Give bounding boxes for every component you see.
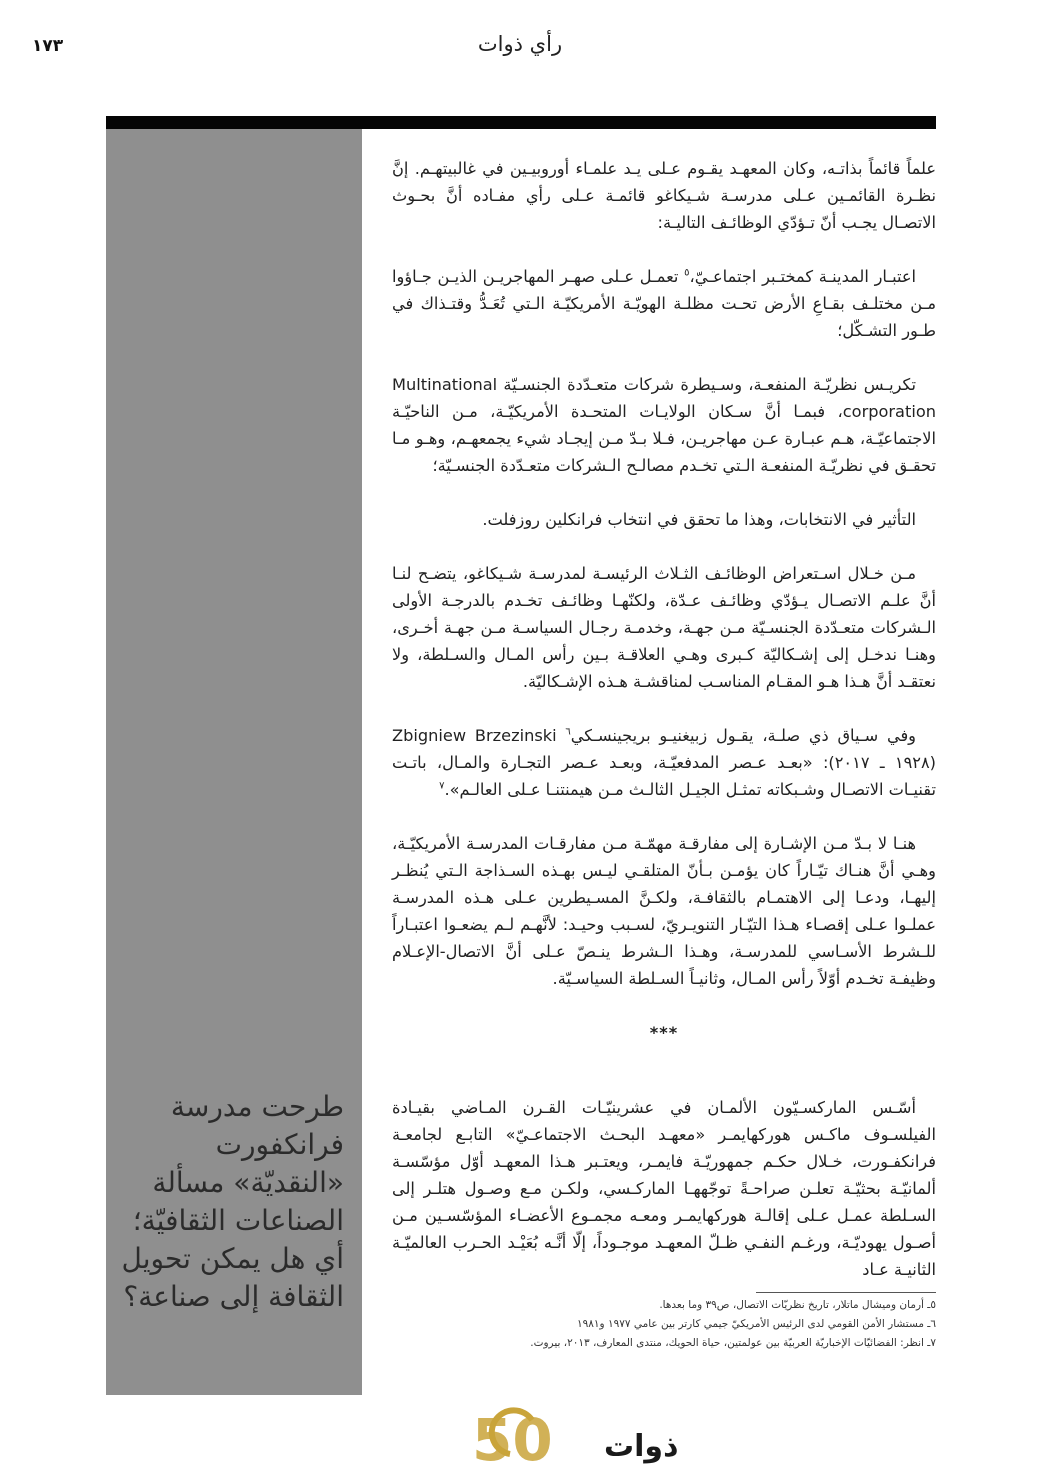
footnote-6: ٦ـ مستشار الأمن القومي لدى الرئيس الأمريكيّ جيمي كارتر بين عامي ١٩٧٧ و١٩٨١	[576, 1318, 936, 1330]
paragraph-2-text: اعتبـار المدينـة كمختـبر اجتماعـيّ،	[689, 267, 916, 286]
dhawat-50-logo-icon	[470, 1404, 679, 1471]
paragraph-6-rest: Zbigniew Brzezinski (١٩٢٨ ـ ٢٠١٧): «بعـد عـصر المدفعيّـة، وبعـد عـصر التجـارة والمـال، باتـت تقنيـات الاتصـال وشـبكاته تمثـل الجيـل الثالـث مـن هيمنتنـا عـلى العالـم».	[392, 726, 936, 799]
footnote-rule	[756, 1292, 936, 1293]
paragraph-6-text: وفي سـياق ذي صلـة، يقـول زبيغنيـو بريجينسـكي	[570, 726, 916, 745]
footnote-7: ٧ـ انظر: الفضائيّات الإخباريّة العربيّة بين عولمتين، حياة الحويك، منتدى المعارف، ٢٠١٣، بيروت.	[530, 1337, 936, 1349]
footnote-ref-6[interactable]: ٦	[565, 726, 571, 738]
page-number: ١٧٣	[32, 36, 64, 56]
logo-text: ذوات	[604, 1429, 679, 1464]
paragraph-2	[392, 263, 936, 344]
paragraph-2-rest: تعمـل عـلى صهـر المهاجريـن الذيـن جـاؤوا مـن مختلـف بقـاعِ الأرض تحـت مظلـة الهويّـة الأمريكيّـة الـتي تُعَـدُّ وقتـذاك في طـور التشـكّل؛	[392, 267, 936, 340]
top-rule	[106, 116, 936, 129]
paragraph-8: أسّـس الماركسـيّون الألمـان في عشرينيّـات القـرن المـاضي بقيـادة الفيلسـوف ماكـس هوركهايمـر «معهـد البحـث الاجتماعـيّ» التابـع لجامعـة فرانكفـورت، خـلال حكـم جمهوريّـة فايمـر، ويعتـبر هـذا المعهـد أوّل مؤسّسـة ألمانيّـة بحثيّـة تعلـن صراحـةً توجّههـا الماركـسي، ولكـن مـع وصـول هتلـر إلى السـلطة عمـل عـلى إقالـة هوركهايمـر ومعـه مجمـوع الأعضـاء المؤسّسـين مـن أصـول يهوديّـة، ورغـم النفـي ظـلّ المعهـد موجـوداً، إلّا أنَّـه بُعَيْـد الحـرب العالميّـة الثانيـة عـاد	[392, 1098, 936, 1279]
footnote-ref-5[interactable]: ٥	[684, 267, 690, 279]
paragraph-5: مـن خـلال اسـتعراض الوظائـف الثـلاث الرئيسـة لمدرسـة شـيكاغو، يتضـح لنـا أنَّ علـم الاتصـال يـؤدّي وظائـف عـدّة، ولكنّهـا وظائـف تخـدم بالدرجـة الأولى الـشركات متعـدّدة الجنسـيّة مـن جهـة، وخدمـة رجـال السياسـة مـن جهـة أخـرى، وهنـا ندخـل إلى إشـكاليّة كـبرى وهـي العلاقـة بـين رأس المـال والسـلطة، ولا نعتقـد أنَّ هـذا هـو المقـام المناسـب لمناقشـة هـذه الإشـكاليّة.	[392, 564, 936, 691]
paragraph-6	[392, 722, 936, 803]
footnote-5: ٥ـ أرمان وميشال ماتلار، تاريخ نظريّات الاتصال، ص٣٩ وما بعدها.	[659, 1299, 936, 1311]
section-separator: ***	[649, 1023, 679, 1042]
paragraph-4: التأثير في الانتخابات، وهذا ما تحقق في انتخاب فرانكلين روزفلت.	[482, 510, 916, 529]
footnote-ref-7[interactable]: ٧	[439, 780, 445, 792]
logo-number: 50	[472, 1406, 553, 1471]
article-body	[392, 155, 936, 1283]
paragraph-3: تكريـس نظريّـة المنفعـة، وسـيطرة شركات متعـدّدة الجنسـيّة Multinational corporation، فبمـا أنَّ سـكان الولايـات المتحـدة الأمريكيّـة، مـن الناحيّـة الاجتماعيّـة، هـم عبـارة عـن مهاجريـن، فـلا بـدّ مـن إيجـاد شيء يجمعهـم، وهـو مـا تحقـق في نظريّـة المنفعـة الـتي تخـدم مصالـح الـشركات متعـدّدة الجنسـيّة؛	[392, 375, 936, 475]
running-title: رأي ذوات	[477, 32, 563, 56]
pull-quote: طرحت مدرسة فرانكفورت «النقديّة» مسألة الصناعات الثقافيّة؛ أي هل يمكن تحويل الثقافة إلى صناعة؟	[121, 1090, 344, 1313]
paragraph-7: هنـا لا بـدّ مـن الإشـارة إلى مفارقـة مهمّـة مـن مفارقـات المدرسـة الأمريكيّـة، وهـي أنَّ هنـاك تيّـاراً كان يؤمـن بـأنّ المتلقـي ليـس بهـذه السـذاجة الـتي يُنظـر إليهـا، ودعـا إلى الاهتمـام بالثقافـة، ولكـنَّ المسـيطرين عـلى هـذه المدرسـة عملـوا عـلى إقصـاء هـذا التيّـار التنويـريّ، لسـبب وحيـد: لأنَّهـم لـم يضعـوا اعتبـاراً للـشرط الأسـاسي للمدرسـة، وهـذا الـشرط ينـصّ عـلى أنَّ الاتصال-الإعـلام وظيفـة تخـدم أوّلاً رأس المـال، وثانيـاً السـلطة السياسـيّة.	[392, 834, 936, 988]
paragraph-1: علماً قائماً بذاتـه، وكان المعهـد يقـوم عـلى يـد علمـاء أوروبيـين في غالبيتهـم. إنَّ نظـرة القائمـين عـلى مدرسـة شـيكاغو قائمـة عـلى رأي مفـاده أنَّ بحـوث الاتصـال يجـب أنّ تـؤدّي الوظائـف التاليـة:	[392, 159, 936, 232]
footnotes	[392, 1296, 936, 1353]
